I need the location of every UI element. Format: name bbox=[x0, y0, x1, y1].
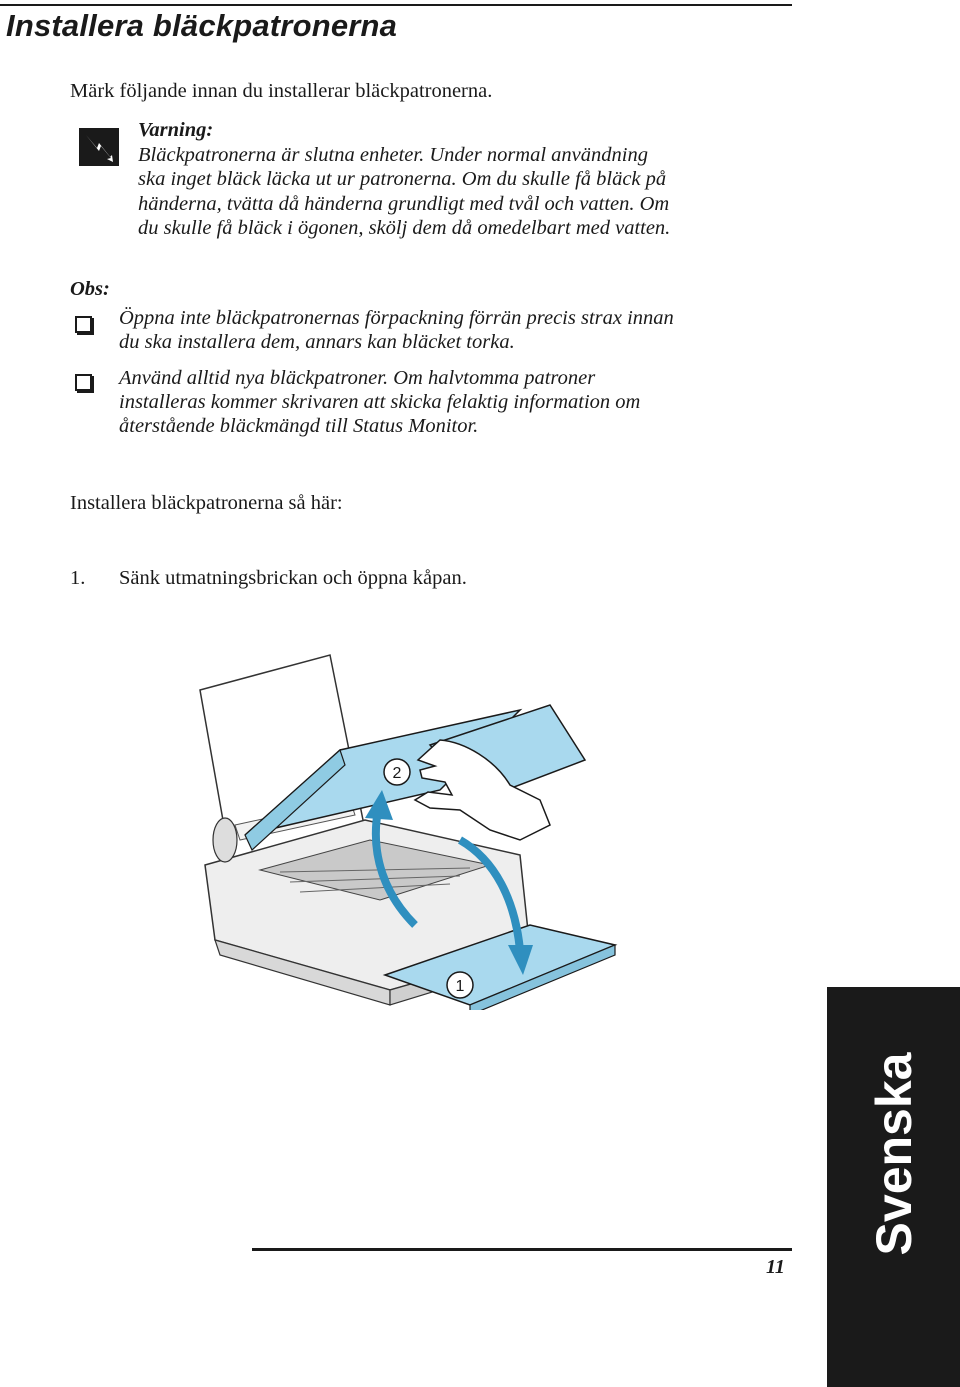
checkbox-bullet-icon bbox=[75, 316, 92, 333]
note-bullet bbox=[119, 306, 674, 354]
language-side-tab bbox=[827, 987, 960, 1387]
warning-line: du skulle få bläck i ögonen, skölj dem då omedelbart med vatten. bbox=[138, 217, 671, 239]
top-rule bbox=[0, 4, 792, 6]
note-bullet-line: Öppna inte bläckpatronernas förpackning förrän precis strax innan bbox=[119, 307, 674, 329]
svg-text:1: 1 bbox=[455, 978, 465, 995]
warning-block bbox=[138, 118, 798, 241]
callout-1-icon bbox=[447, 972, 473, 998]
note-bullet bbox=[119, 366, 640, 438]
procedure-intro: Installera bläckpatronerna så här: bbox=[70, 492, 343, 514]
svg-text:2: 2 bbox=[392, 765, 402, 782]
note-bullet-line: återstående bläckmängd till Status Monitor. bbox=[119, 415, 479, 437]
callout-2-icon bbox=[384, 759, 410, 785]
intro-paragraph: Märk följande innan du installerar bläckpatronerna. bbox=[70, 80, 493, 102]
bottom-rule bbox=[252, 1248, 792, 1251]
page-title: Installera bläckpatronerna bbox=[6, 8, 398, 43]
warning-line: Bläckpatronerna är slutna enheter. Under normal användning bbox=[138, 143, 648, 166]
step-text: Sänk utmatningsbrickan och öppna kåpan. bbox=[119, 567, 467, 589]
note-label: Obs: bbox=[70, 278, 110, 300]
side-tab-label: Svenska bbox=[865, 1052, 922, 1256]
note-bullet-line: du ska installera dem, annars kan bläcket torka. bbox=[119, 331, 515, 353]
note-bullet-line: Använd alltid nya bläckpatroner. Om halvtomma patroner bbox=[119, 367, 596, 389]
warning-line: ska inget bläck läcka ut ur patronerna. Om du skulle få bläck på bbox=[138, 168, 667, 190]
step-number: 1. bbox=[70, 567, 86, 589]
page-number: 11 bbox=[766, 1256, 785, 1278]
warning-line: händerna, tvätta då händerna grundligt med tvål och vatten. Om bbox=[138, 192, 670, 215]
checkbox-bullet-icon bbox=[75, 374, 92, 391]
warning-lightning-icon bbox=[79, 128, 119, 166]
printer-illustration bbox=[190, 650, 630, 1010]
note-bullet-line: installeras kommer skrivaren att skicka felaktig information om bbox=[119, 391, 641, 413]
warning-heading: Varning: bbox=[138, 119, 214, 141]
